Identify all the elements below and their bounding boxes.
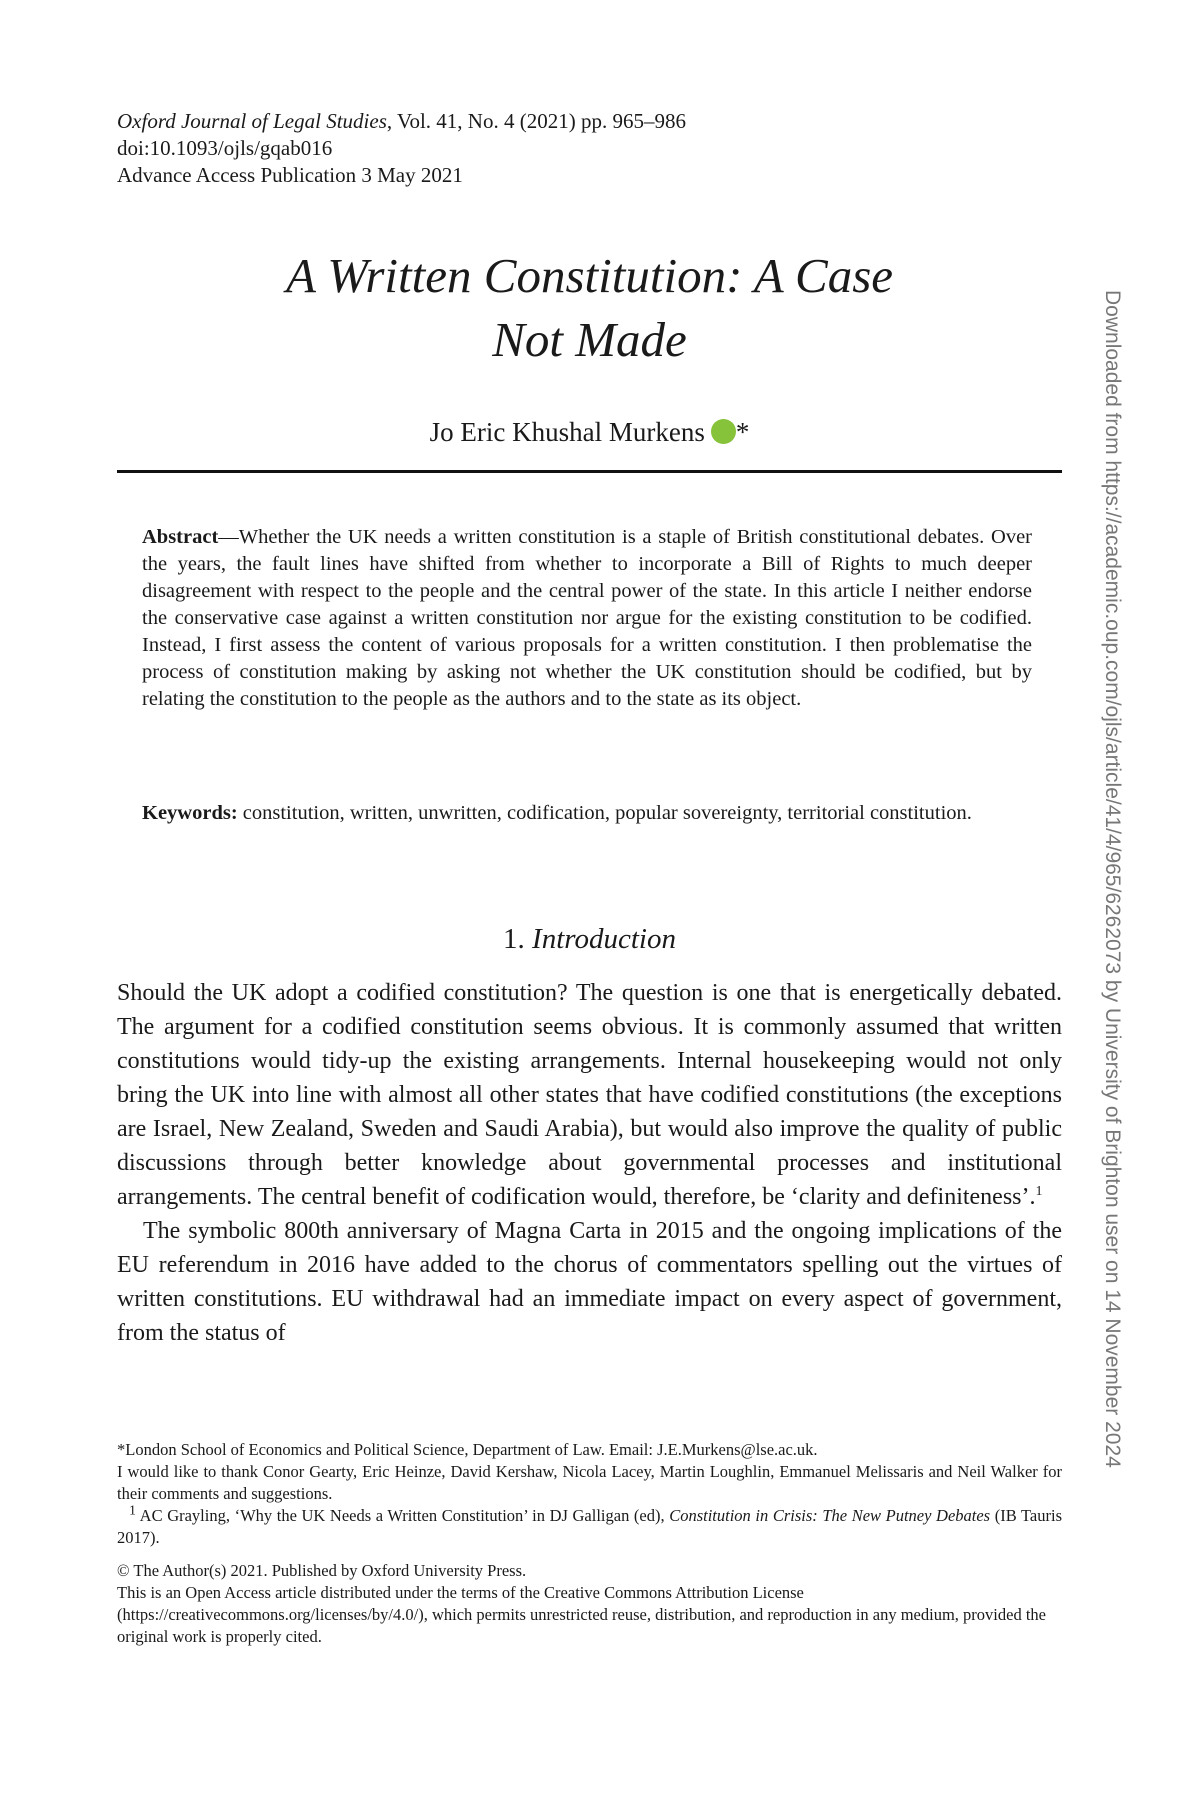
body-text	[117, 976, 1062, 1350]
abstract	[142, 524, 1032, 713]
keywords-text: constitution, written, unwritten, codification, popular sovereignty, territorial constitution.	[237, 802, 972, 824]
footnote-1-post: (IB Tauris 2017).	[117, 1506, 1062, 1547]
affiliation-note: *London School of Economics and Political Science, Department of Law. Email: J.E.Murkens@lse.ac.uk.	[117, 1440, 818, 1459]
author-name: Jo Eric Khushal Murkens	[429, 417, 705, 447]
license-block	[117, 1560, 1062, 1648]
paragraph-1	[117, 976, 1062, 1214]
title-line-2: Not Made	[492, 312, 687, 367]
title-line-1: A Written Constitution: A Case	[285, 248, 894, 303]
download-watermark: Downloaded from https://academic.oup.com/ojls/article/41/4/965/6262073 by University of Brighton user on 14 November 2024	[1101, 290, 1124, 1468]
journal-details: , Vol. 41, No. 4 (2021) pp. 965–986	[386, 109, 686, 133]
doi: doi:10.1093/ojls/gqab016	[117, 136, 333, 160]
orcid-icon[interactable]	[711, 419, 736, 444]
access-date: Advance Access Publication 3 May 2021	[117, 163, 463, 187]
paragraph-2: The symbolic 800th anniversary of Magna Carta in 2015 and the ongoing implications of the EU referendum in 2016 have added to the chorus of commentators spelling out the virtues of written constitutions. EU withdrawal had an immediate impact on every aspect of government, from the status of	[117, 1218, 1062, 1346]
abstract-label: Abstract	[142, 526, 219, 548]
footnote-ref-1[interactable]: 1	[1035, 1184, 1043, 1199]
abstract-text: —Whether the UK needs a written constitution is a staple of British constitutional debates. Over the years, the fault lines have shifted from whether to incorporate a Bill of Rights to much deeper disagreement with respect to the people and the central power of the state. In this article I neither endorse the conservative case against a written constitution nor argue for the existing constitution to be codified. Instead, I first assess the content of various proposals for a written constitution. I then problematise the process of constitution making by asking not whether the UK constitution should be codified, but by relating the constitution to the people as the authors and to the state as its object.	[142, 526, 1032, 710]
author-footnote-marker: *	[735, 417, 750, 447]
journal-name: Oxford Journal of Legal Studies	[117, 109, 387, 133]
acknowledgements-note: I would like to thank Conor Gearty, Eric Heinze, David Kershaw, Nicola Lacey, Martin Loughlin, Emmanuel Melissaris and Neil Walker for their comments and suggestions.	[117, 1462, 1062, 1503]
footnotes	[117, 1439, 1062, 1549]
journal-line	[117, 108, 686, 135]
citation-header	[117, 108, 686, 189]
section-heading	[117, 921, 1062, 957]
license-text: This is an Open Access article distributed under the terms of the Creative Commons Attribution License (https://creativecommons.org/licenses/by/4.0/), which permits unrestricted reuse, distribution, and reproduction in any medium, provided the original work is properly cited.	[117, 1583, 1046, 1646]
keywords	[142, 800, 1032, 827]
article-title	[117, 244, 1062, 372]
keywords-label: Keywords:	[142, 802, 238, 824]
section-title: Introduction	[532, 923, 676, 955]
footnote-1	[117, 1505, 1062, 1549]
footnote-1-book: Constitution in Crisis: The New Putney Debates	[669, 1506, 991, 1525]
footnote-1-pre: AC Grayling, ‘Why the UK Needs a Written Constitution’ in DJ Galligan (ed),	[136, 1506, 670, 1525]
copyright-line: © The Author(s) 2021. Published by Oxford University Press.	[117, 1561, 527, 1580]
paragraph-1-text: Should the UK adopt a codified constitution? The question is one that is energetically debated. The argument for a codified constitution seems obvious. It is commonly assumed that written constitutions would tidy-up the existing arrangements. Internal housekeeping would not only bring the UK into line with almost all other states that have codified constitutions (the exceptions are Israel, New Zealand, Sweden and Saudi Arabia), but would also improve the quality of public discussions through better knowledge about governmental processes and institutional arrangements. The central benefit of codification would, therefore, be ‘clarity and definiteness’.	[117, 980, 1062, 1210]
section-number: 1.	[503, 923, 525, 955]
title-divider	[117, 470, 1062, 473]
footnote-1-number: 1	[129, 1503, 136, 1519]
author-line	[117, 415, 1062, 449]
